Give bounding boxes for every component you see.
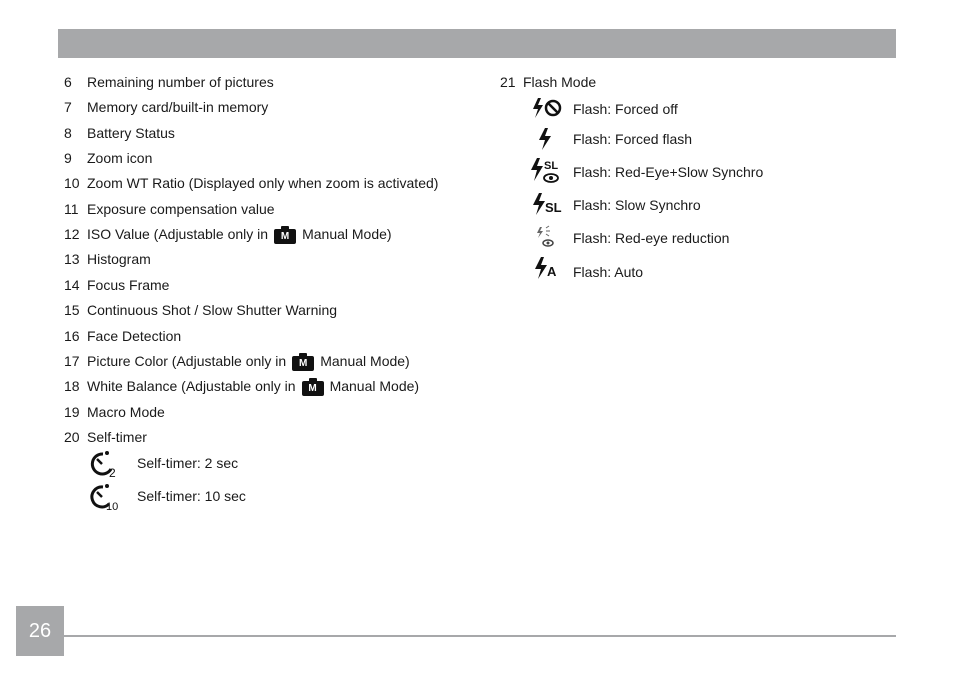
item-text: White Balance (Adjustable only in bbox=[87, 378, 296, 394]
flash-red-eye-slow-synchro-icon bbox=[530, 157, 564, 185]
item-number: 8 bbox=[64, 125, 72, 141]
item-text: Flash: Forced flash bbox=[573, 131, 693, 147]
list-item bbox=[64, 301, 337, 319]
manual-mode-letter: M bbox=[308, 382, 317, 394]
item-text: Exposure compensation value bbox=[87, 201, 275, 217]
item-number: 6 bbox=[64, 74, 72, 90]
list-item bbox=[137, 454, 238, 472]
item-number: 16 bbox=[64, 328, 80, 344]
section-heading bbox=[500, 73, 596, 91]
list-item bbox=[573, 229, 729, 247]
item-text-after: Manual Mode) bbox=[320, 353, 410, 369]
item-number: 10 bbox=[64, 175, 80, 191]
list-item bbox=[64, 276, 169, 294]
list-item bbox=[64, 352, 410, 370]
item-number: 17 bbox=[64, 353, 80, 369]
flash-forced-off-icon bbox=[532, 97, 564, 119]
flash-red-eye-reduction-icon bbox=[536, 225, 558, 249]
manual-mode-camera-icon bbox=[292, 356, 314, 371]
item-text-after: Manual Mode) bbox=[302, 226, 392, 242]
item-text: Zoom WT Ratio (Displayed only when zoom is activated) bbox=[87, 175, 439, 191]
self-timer-2-icon bbox=[89, 449, 121, 479]
list-item bbox=[137, 487, 246, 505]
item-text: Memory card/built-in memory bbox=[87, 99, 269, 115]
item-number: 7 bbox=[64, 99, 72, 115]
flash-auto-icon bbox=[534, 256, 560, 280]
item-number: 9 bbox=[64, 150, 72, 166]
page-number-box bbox=[16, 606, 64, 656]
item-text: Histogram bbox=[87, 251, 151, 267]
list-item bbox=[64, 403, 165, 421]
item-text: Remaining number of pictures bbox=[87, 74, 274, 90]
item-text: Battery Status bbox=[87, 125, 175, 141]
item-number: 11 bbox=[64, 201, 79, 217]
item-number: 12 bbox=[64, 226, 80, 242]
list-item bbox=[64, 149, 152, 167]
item-text: Flash Mode bbox=[523, 74, 597, 90]
slow-synchro-label: SL bbox=[544, 160, 559, 172]
item-text: Flash: Red-Eye+Slow Synchro bbox=[573, 164, 764, 180]
list-item bbox=[64, 250, 151, 268]
item-text: Self-timer bbox=[87, 429, 147, 445]
list-item bbox=[64, 377, 419, 395]
list-item bbox=[573, 163, 763, 181]
item-text: Flash: Forced off bbox=[573, 101, 678, 117]
manual-mode-camera-icon bbox=[274, 229, 296, 244]
list-item bbox=[573, 130, 692, 148]
flash-slow-synchro-icon bbox=[532, 192, 564, 216]
list-item bbox=[64, 428, 147, 446]
item-text-after: Manual Mode) bbox=[329, 378, 420, 394]
item-text: Flash: Auto bbox=[573, 264, 644, 280]
item-text: Flash: Red-eye reduction bbox=[573, 230, 730, 246]
item-text: Continuous Shot / Slow Shutter Warning bbox=[87, 302, 338, 318]
list-item bbox=[64, 200, 275, 218]
footer-divider bbox=[64, 635, 896, 637]
list-item bbox=[64, 73, 274, 91]
item-text: Self-timer: 10 sec bbox=[137, 488, 246, 504]
item-text: Self-timer: 2 sec bbox=[137, 455, 239, 471]
list-item bbox=[64, 124, 175, 142]
list-item bbox=[573, 196, 701, 214]
item-number: 13 bbox=[64, 251, 80, 267]
page-number: 26 bbox=[28, 619, 52, 642]
item-number: 18 bbox=[64, 378, 80, 394]
item-text: Focus Frame bbox=[87, 277, 170, 293]
list-item bbox=[64, 98, 268, 116]
item-text: Picture Color (Adjustable only in bbox=[87, 353, 287, 369]
item-text: Face Detection bbox=[87, 328, 182, 344]
self-timer-10-icon bbox=[89, 482, 123, 512]
self-timer-10-label: 10 bbox=[106, 501, 119, 512]
self-timer-2-label: 2 bbox=[109, 466, 116, 479]
manual-mode-letter: M bbox=[280, 230, 290, 242]
item-number: 14 bbox=[64, 277, 80, 293]
list-item bbox=[64, 225, 392, 243]
flash-auto-label: A bbox=[547, 264, 557, 279]
item-number: 19 bbox=[64, 404, 80, 420]
item-text: Flash: Slow Synchro bbox=[573, 197, 701, 213]
list-item bbox=[64, 327, 181, 345]
item-number: 21 bbox=[500, 74, 516, 90]
list-item bbox=[573, 263, 643, 281]
manual-mode-letter: M bbox=[299, 357, 308, 369]
item-text: Zoom icon bbox=[87, 150, 153, 166]
flash-forced-flash-icon bbox=[538, 127, 554, 151]
item-text: ISO Value (Adjustable only in bbox=[87, 226, 269, 242]
item-number: 20 bbox=[64, 429, 80, 445]
list-item bbox=[64, 174, 438, 192]
manual-mode-camera-icon bbox=[302, 381, 324, 396]
list-item bbox=[573, 100, 678, 118]
item-number: 15 bbox=[64, 302, 80, 318]
item-text: Macro Mode bbox=[87, 404, 165, 420]
header-bar bbox=[58, 29, 896, 58]
slow-synchro-label: SL bbox=[545, 200, 562, 215]
